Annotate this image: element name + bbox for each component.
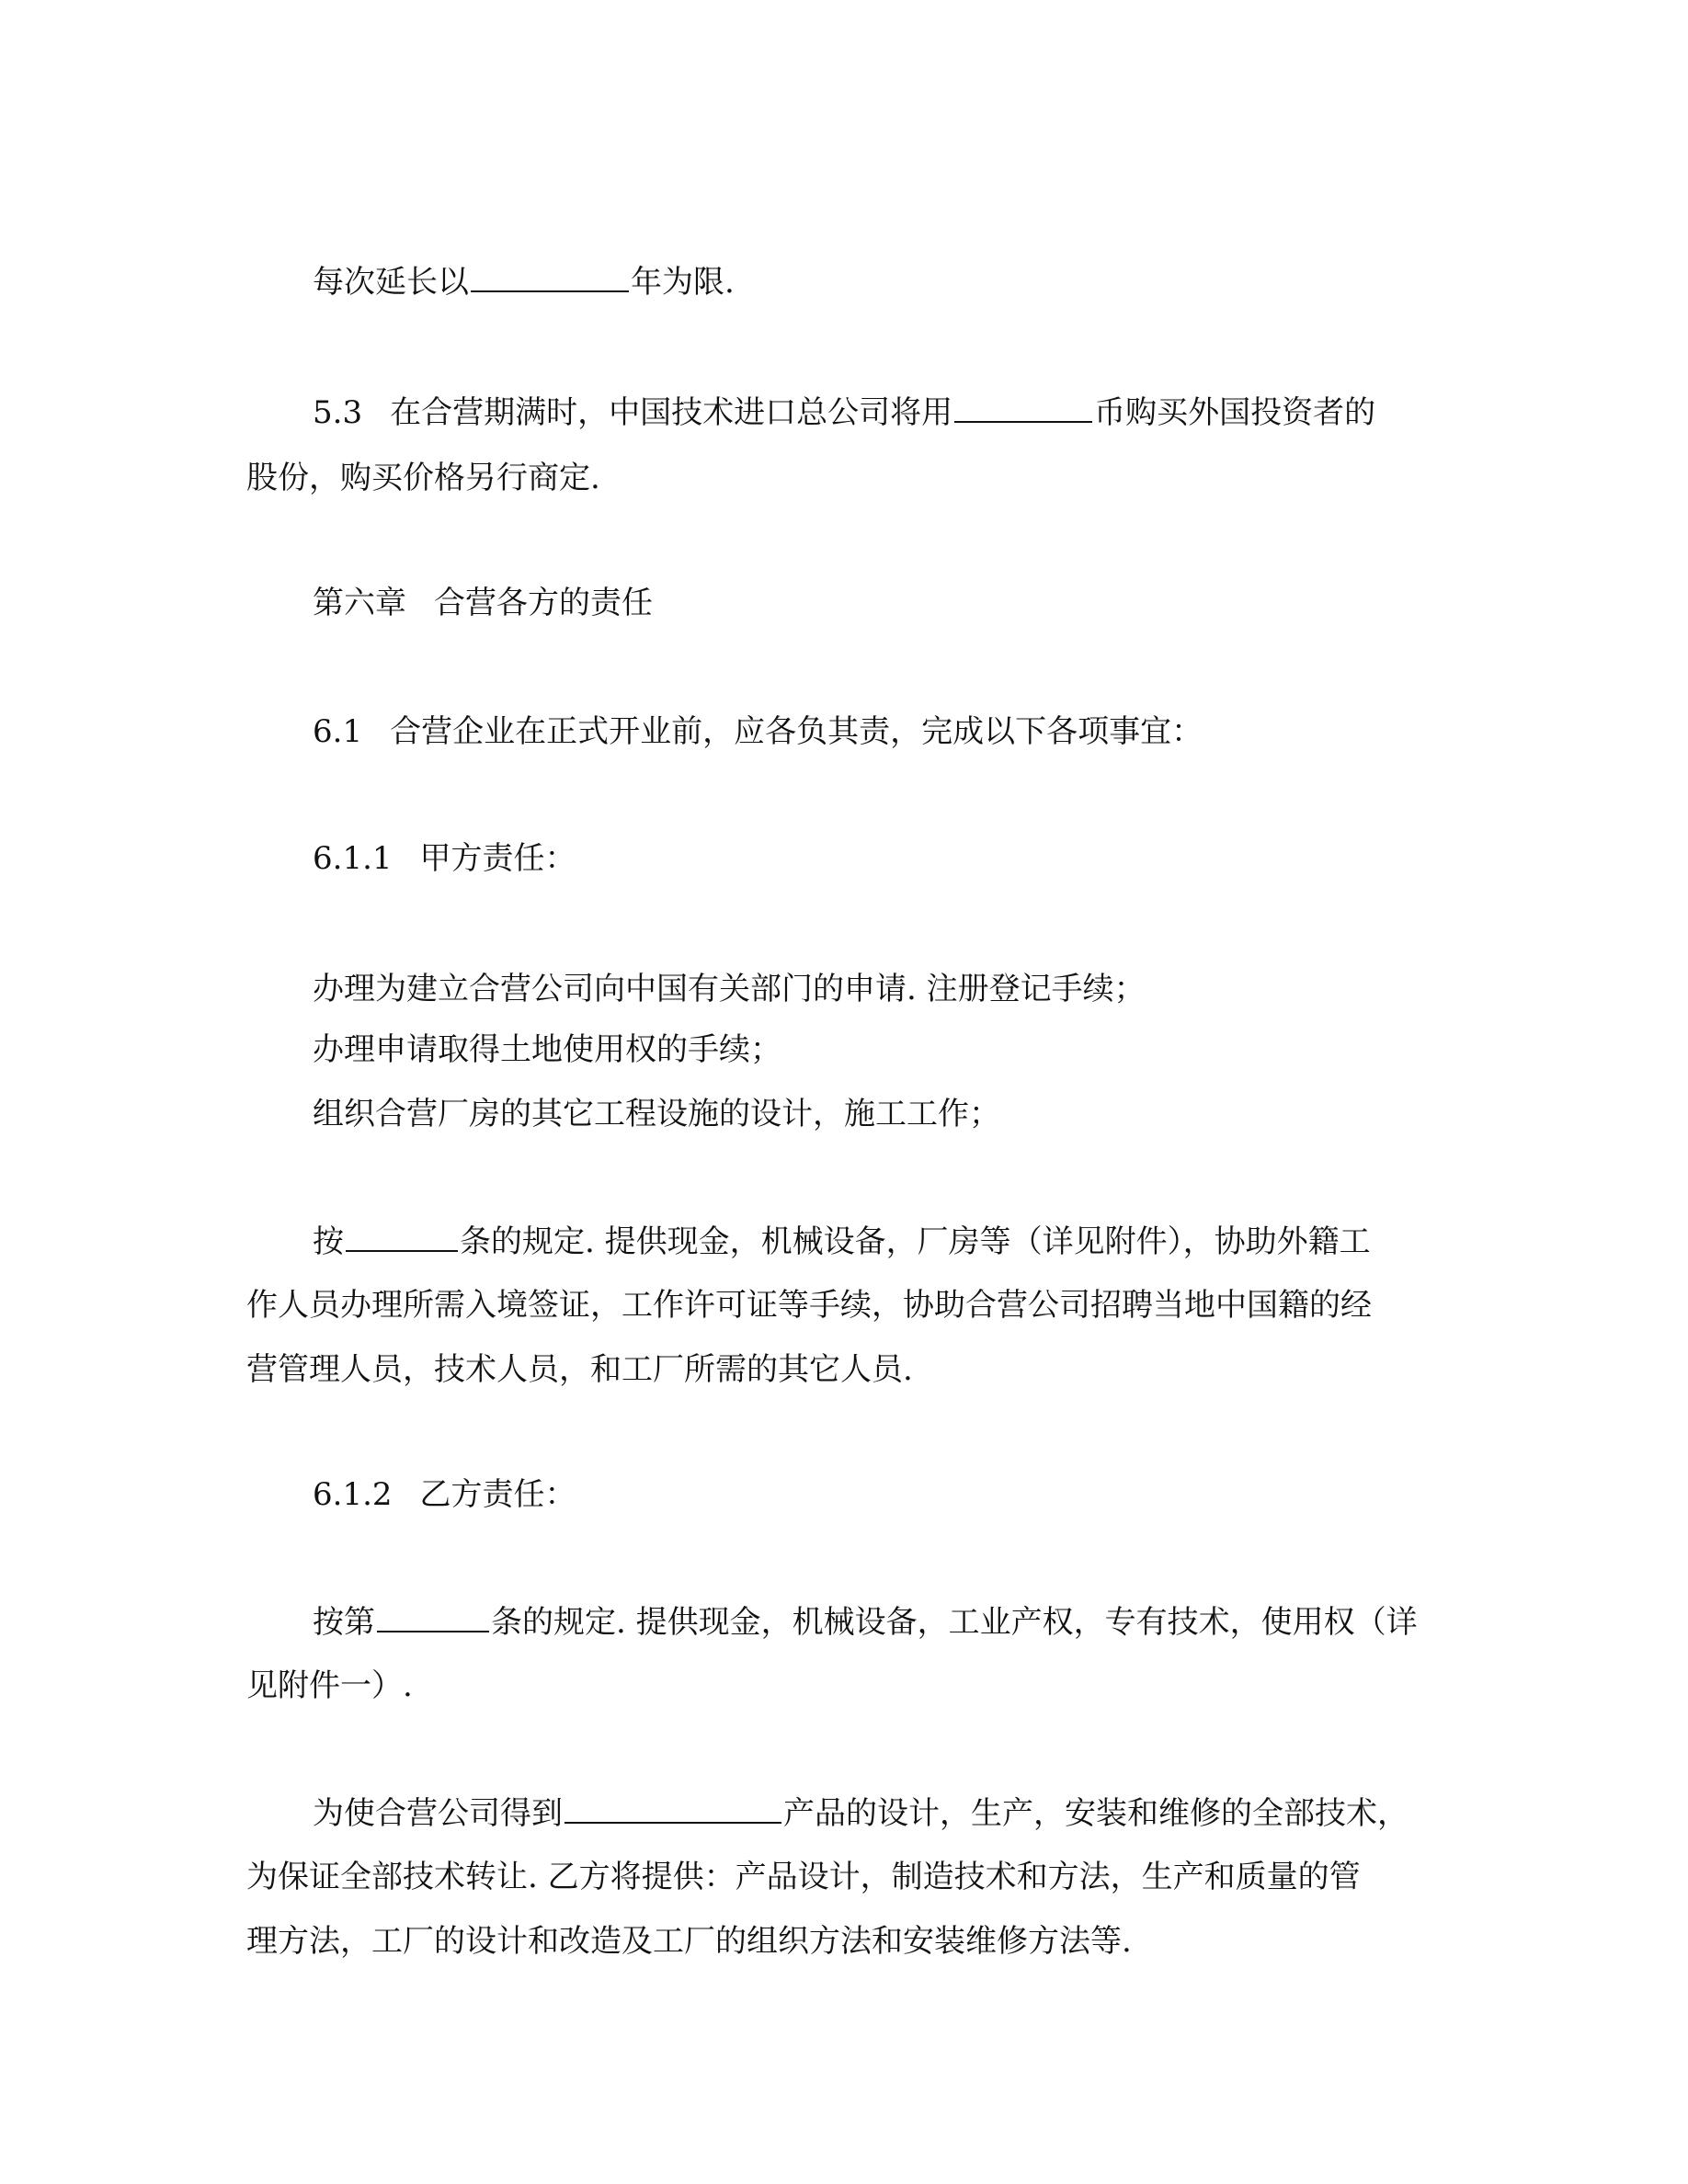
text: 在合营期满时，中国技术进口总公司将用 bbox=[390, 394, 953, 431]
text: 合营企业在正式开业前，应各负其责，完成以下各项事宜： bbox=[390, 713, 1203, 750]
technology-paragraph-line-1 bbox=[313, 1791, 1409, 1836]
technology-paragraph-line-2 bbox=[246, 1855, 1361, 1899]
clause-5-3-line-2 bbox=[246, 456, 600, 500]
text: 见附件一）. bbox=[246, 1667, 413, 1704]
fill-blank-years[interactable] bbox=[471, 259, 629, 292]
chapter-heading bbox=[313, 581, 653, 625]
text: 产品的设计，生产，安装和维修的全部技术， bbox=[783, 1795, 1409, 1832]
clause-6-1 bbox=[313, 710, 1203, 754]
text: 条的规定. 提供现金，机械设备，工业产权，专有技术，使用权（详 bbox=[491, 1604, 1418, 1641]
fill-blank-product[interactable] bbox=[565, 1791, 781, 1824]
text: 乙方责任： bbox=[419, 1476, 576, 1513]
fill-blank-article[interactable] bbox=[346, 1219, 458, 1252]
text: 按 bbox=[313, 1223, 344, 1260]
party-b-paragraph-line-1 bbox=[313, 1599, 1418, 1644]
chapter-number: 第六章 bbox=[313, 585, 406, 621]
technology-paragraph-line-3 bbox=[246, 1919, 1132, 1963]
text: 为保证全部技术转让. 乙方将提供：产品设计，制造技术和方法，生产和质量的管 bbox=[246, 1859, 1361, 1895]
party-a-paragraph-line-1 bbox=[313, 1219, 1371, 1264]
clause-6-1-1 bbox=[313, 836, 576, 881]
clause-number: 6.1.2 bbox=[313, 1476, 393, 1513]
text: 办理申请取得土地使用权的手续； bbox=[313, 1031, 781, 1068]
text: 营管理人员，技术人员，和工厂所需的其它人员. bbox=[246, 1351, 913, 1388]
text: 组织合营厂房的其它工程设施的设计，施工工作； bbox=[313, 1096, 1000, 1132]
clause-number: 6.1 bbox=[313, 713, 363, 750]
text: 每次延长以 bbox=[313, 264, 469, 301]
clause-6-1-2 bbox=[313, 1473, 576, 1517]
party-b-paragraph-line-2 bbox=[246, 1664, 413, 1708]
clause-number: 6.1.1 bbox=[313, 840, 393, 877]
text: 作人员办理所需入境签证，工作许可证等手续，协助合营公司招聘当地中国籍的经 bbox=[246, 1287, 1372, 1324]
text: 甲方责任： bbox=[419, 840, 576, 877]
fill-blank-currency[interactable] bbox=[954, 390, 1092, 423]
clause-number: 5.3 bbox=[313, 394, 363, 431]
fill-blank-article[interactable] bbox=[377, 1599, 489, 1632]
list-item bbox=[313, 1092, 1000, 1136]
text: 为使合营公司得到 bbox=[313, 1795, 563, 1832]
party-a-paragraph-line-3 bbox=[246, 1348, 913, 1392]
text: 办理为建立合营公司向中国有关部门的申请. 注册登记手续； bbox=[313, 971, 1146, 1007]
paragraph-extension-term bbox=[313, 259, 735, 304]
party-a-paragraph-line-2 bbox=[246, 1283, 1372, 1327]
chapter-title: 合营各方的责任 bbox=[434, 585, 653, 621]
text: 股份，购买价格另行商定. bbox=[246, 460, 600, 496]
text: 币购买外国投资者的 bbox=[1094, 394, 1376, 431]
clause-5-3-line-1 bbox=[313, 390, 1375, 435]
text: 条的规定. 提供现金，机械设备，厂房等（详见附件），协助外籍工 bbox=[460, 1223, 1371, 1260]
list-item bbox=[313, 967, 1146, 1011]
text: 理方法，工厂的设计和改造及工厂的组织方法和安装维修方法等. bbox=[246, 1923, 1132, 1960]
text: 按第 bbox=[313, 1604, 375, 1641]
text: 年为限. bbox=[631, 264, 735, 301]
list-item bbox=[313, 1028, 781, 1072]
